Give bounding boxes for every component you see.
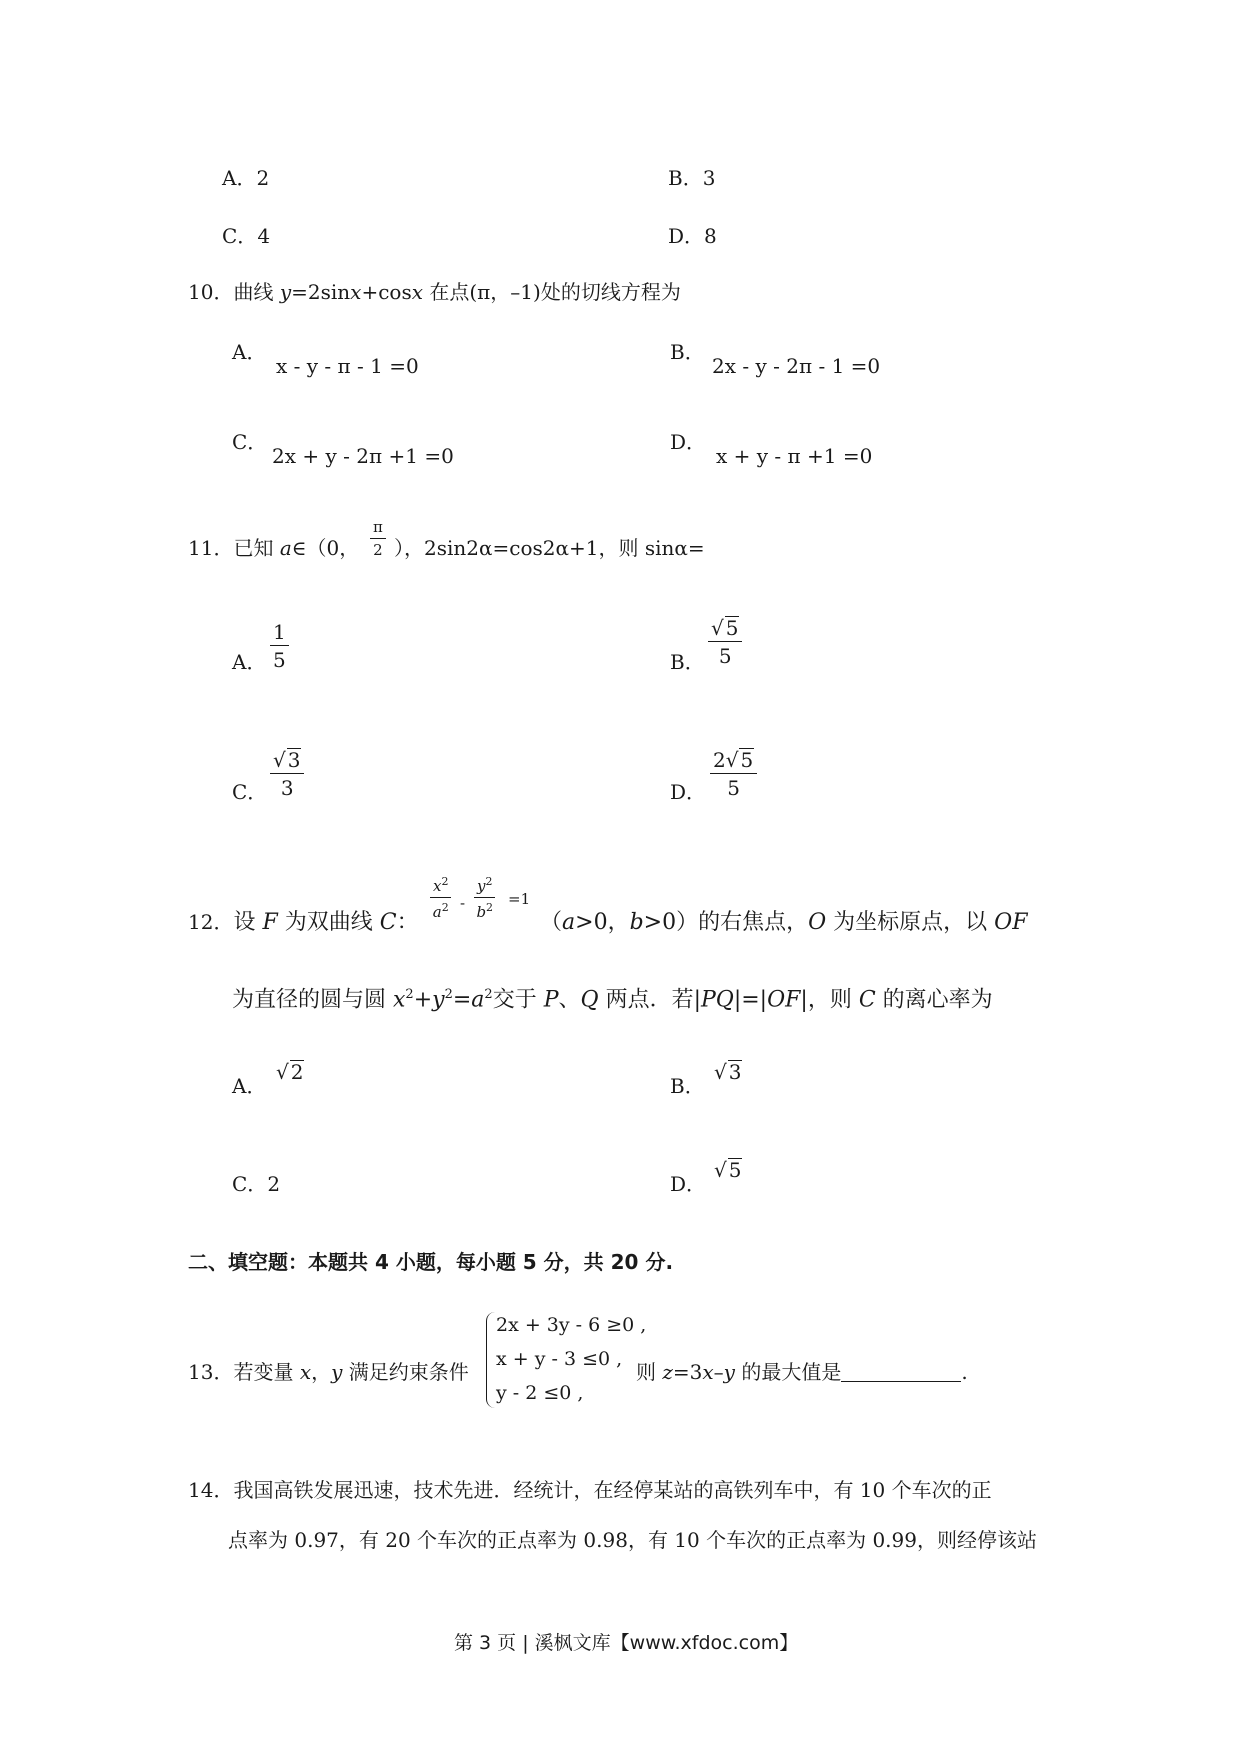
var-y: y bbox=[432, 987, 445, 1013]
stem-text: >0）的右焦点， bbox=[643, 910, 809, 935]
stem-text: 若变量 bbox=[233, 1360, 300, 1384]
radicand: 5 bbox=[725, 616, 739, 640]
stem-text: + bbox=[413, 987, 433, 1013]
var-x: x bbox=[702, 1360, 714, 1384]
q10-option-d-expr: x + y - π +1 =0 bbox=[716, 444, 873, 468]
stem-text: 则 bbox=[636, 1360, 663, 1384]
q10-option-c-expr: 2x + y - 2π +1 =0 bbox=[272, 444, 454, 468]
exponent: 2 bbox=[484, 987, 493, 1002]
option-text: 2 bbox=[256, 166, 270, 190]
stem-text: （ bbox=[540, 910, 563, 935]
stem-text: 曲线 bbox=[233, 280, 280, 304]
stem-text: 、 bbox=[558, 987, 581, 1013]
radicand: 2 bbox=[290, 1060, 304, 1084]
q12-option-d-label: D． bbox=[670, 1172, 707, 1196]
var-y: y bbox=[477, 877, 486, 895]
stem-text: = bbox=[452, 987, 472, 1013]
option-label: C． bbox=[222, 224, 258, 248]
section-heading: 二、填空题：本题共 4 小题，每小题 5 分，共 20 分. bbox=[188, 1250, 674, 1274]
coefficient: 2 bbox=[713, 748, 726, 772]
stem-text: ， bbox=[311, 1360, 332, 1384]
frac-num: 1 bbox=[270, 622, 289, 646]
option-label: B． bbox=[668, 166, 703, 190]
var-a: a bbox=[471, 987, 485, 1013]
q11-option-d-frac bbox=[710, 748, 757, 798]
q11-option-a-frac bbox=[270, 622, 289, 670]
q12-eq1: =1 bbox=[508, 890, 531, 908]
q10-option-d-label: D． bbox=[670, 430, 707, 454]
stem-text: |=| bbox=[733, 987, 768, 1013]
option-text: 4 bbox=[257, 224, 271, 248]
var-a: a bbox=[279, 536, 292, 560]
var-F: F bbox=[262, 910, 278, 935]
q12-minus: - bbox=[460, 894, 466, 912]
radicand: 3 bbox=[728, 1060, 742, 1084]
option-text: 2 bbox=[267, 1172, 281, 1196]
stem-text: – bbox=[713, 1360, 724, 1384]
page-footer: 第 3 页 | 溪枫文库【www.xfdoc.com】 bbox=[454, 1632, 799, 1654]
var-OF: OF bbox=[767, 987, 801, 1013]
q10-option-a-expr: x - y - π - 1 =0 bbox=[276, 354, 419, 378]
q12-stem-left bbox=[188, 912, 419, 934]
q13-stem-right bbox=[636, 1362, 968, 1382]
var-x: x bbox=[433, 877, 442, 895]
var-OF: OF bbox=[994, 910, 1028, 935]
var-P: P bbox=[543, 987, 559, 1013]
stem-text: 的最大值是 bbox=[734, 1360, 842, 1384]
stem-text: |，则 bbox=[800, 987, 859, 1013]
q13-stem-left bbox=[188, 1362, 469, 1382]
option-text: 3 bbox=[702, 166, 716, 190]
sqrt-icon: √ 5 bbox=[714, 1158, 742, 1182]
sqrt-icon: √ 5 bbox=[711, 616, 739, 640]
var-y: y bbox=[331, 1360, 343, 1384]
q9-option-d bbox=[668, 226, 717, 246]
q10-option-b-label: B． bbox=[670, 340, 705, 364]
frac-den: 5 bbox=[718, 644, 732, 668]
question-number: 11． bbox=[188, 536, 234, 560]
question-number: 14． bbox=[188, 1478, 234, 1502]
stem-text: 交于 bbox=[492, 987, 544, 1013]
var-a: a bbox=[432, 903, 442, 921]
q12-option-a-sqrt bbox=[276, 1060, 304, 1082]
question-number: 13． bbox=[188, 1360, 234, 1384]
radicand: 5 bbox=[728, 1158, 742, 1182]
frac-num: π bbox=[370, 520, 386, 539]
frac-den: 5 bbox=[727, 776, 740, 800]
sqrt-icon: √ 5 bbox=[725, 748, 754, 772]
var-a: a bbox=[562, 910, 576, 935]
radicand: 3 bbox=[287, 748, 301, 772]
stem-text: =3 bbox=[672, 1360, 703, 1384]
var-O: O bbox=[808, 910, 827, 935]
stem-text: 两点．若| bbox=[598, 987, 701, 1013]
q12-option-d-sqrt bbox=[714, 1158, 742, 1180]
stem-text: 我国高铁发展迅速，技术先进．经统计，在经停某站的高铁列车中，有 10 个车次的正 bbox=[233, 1478, 992, 1502]
var-Q: Q bbox=[580, 987, 599, 1013]
stem-text: 设 bbox=[233, 910, 263, 935]
stem-text: 为坐标原点，以 bbox=[826, 910, 995, 935]
exponent: 2 bbox=[486, 901, 494, 914]
var-C: C bbox=[379, 910, 397, 935]
var-y: y bbox=[279, 280, 292, 304]
q11-option-c-frac bbox=[270, 748, 304, 798]
q11-frac-pi-over-2 bbox=[370, 520, 386, 558]
constraint-3: y - 2 ≤0 , bbox=[496, 1382, 584, 1404]
q12-frac-y2-b2 bbox=[474, 876, 495, 920]
var-PQ: PQ bbox=[700, 987, 734, 1013]
constraint-1: 2x + 3y - 6 ≥0 , bbox=[496, 1314, 647, 1336]
q11-option-d-label: D． bbox=[670, 780, 707, 804]
constraint-2: x + y - 3 ≤0 , bbox=[496, 1348, 623, 1370]
frac-den: 5 bbox=[273, 648, 286, 672]
stem-text: >0， bbox=[575, 910, 630, 935]
stem-text: 的离心率为 bbox=[875, 987, 993, 1013]
q11-option-c-label: C． bbox=[232, 780, 268, 804]
stem-text: 满足约束条件 bbox=[342, 1360, 469, 1384]
stem-text: +cos bbox=[361, 280, 412, 304]
q12-option-a-label: A． bbox=[232, 1074, 267, 1098]
q14-line1 bbox=[188, 1480, 992, 1500]
sqrt-icon: √ 3 bbox=[714, 1060, 742, 1084]
answer-blank bbox=[841, 1363, 961, 1382]
radicand: 5 bbox=[740, 748, 754, 772]
var-b: b bbox=[629, 910, 644, 935]
sqrt-icon: √ 3 bbox=[273, 748, 301, 772]
q12-option-b-label: B． bbox=[670, 1074, 705, 1098]
question-number: 10． bbox=[188, 280, 234, 304]
stem-text: 为双曲线 bbox=[277, 910, 380, 935]
q9-option-b bbox=[668, 168, 715, 188]
question-number: 12． bbox=[188, 910, 234, 934]
q10-option-c-label: C． bbox=[232, 430, 268, 454]
q11-option-b-label: B． bbox=[670, 650, 705, 674]
q9-option-c bbox=[222, 226, 270, 246]
option-label: C． bbox=[232, 1172, 268, 1196]
stem-text: 为直径的圆与圆 bbox=[232, 987, 393, 1013]
var-C: C bbox=[858, 987, 876, 1013]
stem-text: ： bbox=[396, 910, 419, 935]
option-label: A． bbox=[222, 166, 257, 190]
q12-stem-line2 bbox=[232, 988, 993, 1011]
exponent: 2 bbox=[444, 987, 453, 1002]
q12-option-b-sqrt bbox=[714, 1060, 742, 1082]
var-z: z bbox=[662, 1360, 673, 1384]
var-x: x bbox=[411, 280, 423, 304]
q10-stem bbox=[188, 282, 681, 302]
stem-text: =2sin bbox=[291, 280, 351, 304]
var-b: b bbox=[476, 903, 487, 921]
stem-text: ∈（0， bbox=[291, 536, 360, 560]
var-x: x bbox=[299, 1360, 312, 1384]
q9-option-a bbox=[222, 168, 269, 188]
exponent: 2 bbox=[441, 875, 449, 888]
q10-option-b-expr: 2x - y - 2π - 1 =0 bbox=[712, 354, 881, 378]
exponent: 2 bbox=[441, 901, 449, 914]
q11-option-b-frac bbox=[708, 616, 742, 666]
stem-text: 已知 bbox=[233, 536, 280, 560]
stem-text: 在点(π，–1)处的切线方程为 bbox=[422, 280, 681, 304]
q11-stem-left bbox=[188, 538, 359, 558]
q12-stem-right bbox=[540, 912, 1027, 934]
exponent: 2 bbox=[405, 987, 414, 1002]
option-label: D． bbox=[668, 224, 705, 248]
stem-text: . bbox=[961, 1360, 968, 1384]
exponent: 2 bbox=[485, 875, 493, 888]
sqrt-icon: √ 2 bbox=[276, 1060, 304, 1084]
frac-den: 3 bbox=[280, 776, 294, 800]
constraint-brace bbox=[486, 1312, 495, 1408]
var-y: y bbox=[723, 1360, 735, 1384]
q12-frac-x2-a2 bbox=[430, 876, 451, 920]
frac-den: 2 bbox=[373, 541, 383, 559]
option-text: 8 bbox=[704, 224, 717, 248]
q12-option-c bbox=[232, 1174, 280, 1194]
var-x: x bbox=[350, 280, 362, 304]
q11-option-a-label: A． bbox=[232, 650, 267, 674]
q14-line2: 点率为 0.97，有 20 个车次的正点率为 0.98，有 10 个车次的正点率为 0.99，则经停该站 bbox=[228, 1528, 1037, 1552]
q11-stem-right: ），2sin2α=cos2α+1，则 sinα= bbox=[394, 536, 705, 560]
q10-option-a-label: A． bbox=[232, 340, 267, 364]
var-x: x bbox=[393, 987, 406, 1013]
